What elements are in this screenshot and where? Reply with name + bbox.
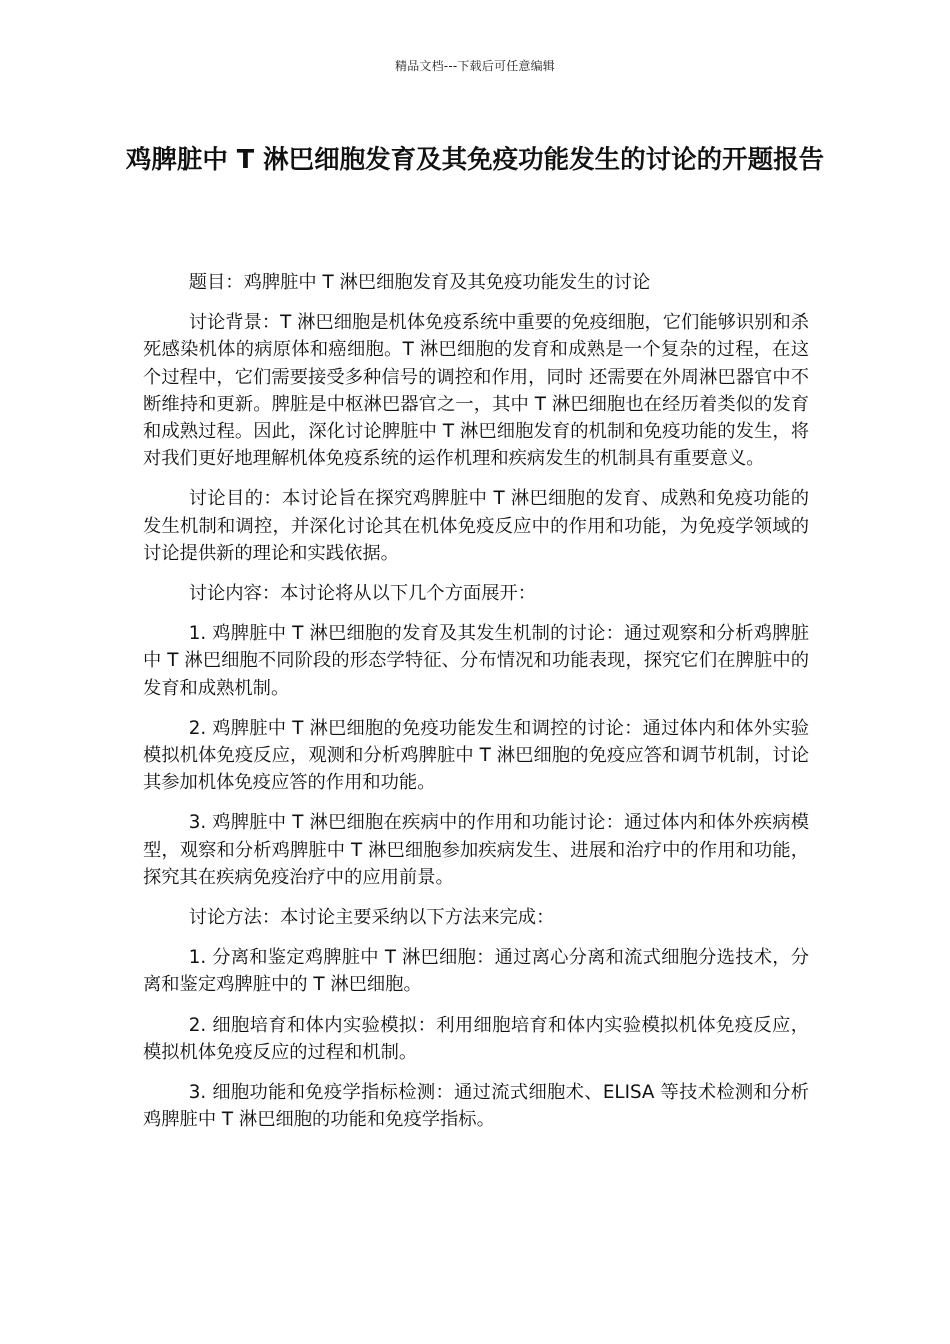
paragraph-content-item-2: 2. 鸡脾脏中 T 淋巴细胞的免疫功能发生和调控的讨论：通过体内和体外实验模拟机体免疫反应，观测和分析鸡脾脏中 T 淋巴细胞的免疫应答和调节机制，讨论其参加机体免疫应答的作用和功能。 (143, 717, 809, 794)
paragraph-content-intro: 讨论内容：本讨论将从以下几个方面展开： (188, 583, 537, 605)
paragraph-topic: 题目：鸡脾脏中 T 淋巴细胞发育及其免疫功能发生的讨论 (188, 272, 651, 293)
paragraph-purpose: 讨论目的：本讨论旨在探究鸡脾脏中 T 淋巴细胞的发育、成熟和免疫功能的发生机制和调控，并深化讨论其在机体免疫反应中的作用和功能，为免疫学领域的讨论提供新的理论和实践依据。 (143, 488, 809, 564)
paragraph-method-item-3: 3. 细胞功能和免疫学指标检测：通过流式细胞术、ELISA 等技术检测和分析鸡脾脏中 T 淋巴细胞的功能和免疫学指标。 (143, 1082, 809, 1131)
paragraph-content-item-3: 3. 鸡脾脏中 T 淋巴细胞在疾病中的作用和功能讨论：通过体内和体外疾病模型，观察和分析鸡脾脏中 T 淋巴细胞参加疾病发生、进展和治疗中的作用和功能，探究其在疾病免疫治疗中的应用前景。 (143, 812, 809, 888)
paragraph-content-item-1: 1. 鸡脾脏中 T 淋巴细胞的发育及其发生机制的讨论：通过观察和分析鸡脾脏中 T 淋巴细胞不同阶段的形态学特征、分布情况和功能表现，探究它们在脾脏中的发育和成熟机制。 (143, 623, 809, 699)
header-note: 精品文档---下载后可任意编辑 (395, 59, 555, 73)
paragraph-method-item-2: 2. 细胞培育和体内实验模拟：利用细胞培育和体内实验模拟机体免疫反应，模拟机体免疫反应的过程和机制。 (143, 1014, 809, 1063)
document-title: 鸡脾脏中 T 淋巴细胞发育及其免疫功能发生的讨论的开题报告 (125, 145, 825, 175)
paragraph-method-intro: 讨论方法：本讨论主要采纳以下方法来完成： (188, 907, 555, 929)
document-body (143, 269, 809, 1146)
paragraph-background: 讨论背景：T 淋巴细胞是机体免疫系统中重要的免疫细胞，它们能够识别和杀死感染机体的病原体和癌细胞。T 淋巴细胞的发育和成熟是一个复杂的过程，在这个过程中，它们需要接受多种信号的调控和作用，同时 还需要在外周淋巴器官中不断维持和更新。脾脏是中枢淋巴器官之一，其中 T 淋巴细胞也在经历着类似的发育和成熟过程。因此，深化讨论脾脏中 T 淋巴细胞发育的机制和免疫功能的发生，将对我们更好地理解机体免疫系统的运作机理和疾病发生的机制具有重要意义。 (143, 312, 810, 470)
paragraph-method-item-1: 1. 分离和鉴定鸡脾脏中 T 淋巴细胞：通过离心分离和流式细胞分选技术，分离和鉴定鸡脾脏中的 T 淋巴细胞。 (143, 947, 809, 996)
